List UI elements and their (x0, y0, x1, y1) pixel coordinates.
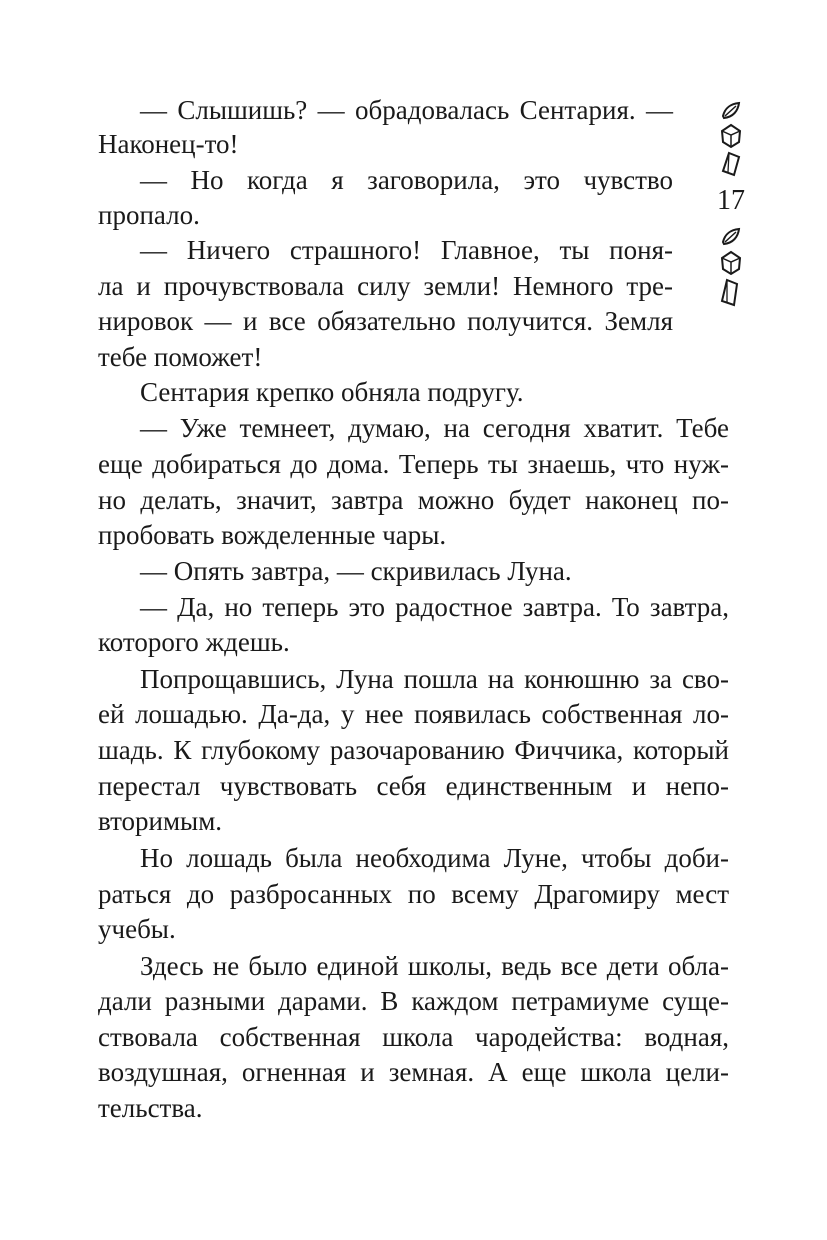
text-line: Сентария крепко обняла подругу. (140, 377, 524, 407)
round-gem-icon (719, 123, 743, 149)
leaf-gem-icon (720, 226, 742, 248)
text-line: Наконец-то! (98, 129, 239, 159)
text-line: — Уже темнеет, думаю, на сегодня хватит. Тебе (140, 413, 729, 443)
round-gem-icon (719, 250, 743, 276)
text-line: но делать, значит, завтра можно будет наконец по- (98, 485, 729, 515)
text-line: тебе поможет! (98, 342, 263, 372)
text-line: пропало. (98, 200, 200, 230)
text-line: шадь. К глубокому разочарованию Фиччика, который (98, 735, 729, 765)
text-line: вторимым. (98, 806, 223, 836)
text-line: еще добираться до дома. Теперь ты знаешь, что нуж- (98, 449, 729, 479)
text-line: которого ждешь. (98, 627, 290, 657)
text-line: воздушная, огненная и земная. А еще школа цели- (98, 1057, 729, 1087)
text-line: учебы. (98, 914, 176, 944)
text-line: перестал чувствовать себя единственным и непо- (98, 771, 729, 801)
text-line: пробовать вожделенные чары. (98, 520, 447, 550)
text-line: раться до разбросанных по всему Драгомиру мест (98, 879, 729, 909)
crystal-gem-icon (720, 151, 742, 177)
text-line: — Слышишь? — обрадовалась Сентария. — (140, 95, 673, 125)
text-line: — Опять завтра, — скривилась Луна. (140, 556, 572, 586)
text-line: ей лошадью. Да-да, у нее появилась собственная ло- (98, 699, 729, 729)
text-line: Здесь не было единой школы, ведь все дети обла- (140, 951, 729, 981)
text-line: — Да, но теперь это радостное завтра. То завтра, (140, 592, 729, 622)
text-line: нировок — и все обязательно получится. Земля (98, 306, 673, 336)
leaf-gem-icon (720, 100, 742, 122)
crystal-gem-icon (719, 278, 741, 308)
text-line: Но лошадь была необходима Луне, чтобы доби- (140, 843, 729, 873)
text-line: — Но когда я заговорила, это чувство (140, 165, 673, 195)
text-line: тельства. (98, 1093, 203, 1123)
text-line: — Ничего страшного! Главное, ты поня- (140, 235, 673, 265)
text-line: Попрощавшись, Луна пошла на конюшню за сво- (140, 664, 729, 694)
text-line: ла и прочувствовала силу земли! Немного тре- (98, 271, 673, 301)
text-line: ствовала собственная школа чародейства: водная, (98, 1022, 729, 1052)
page-number: 17 (717, 185, 745, 216)
text-line: дали разными дарами. В каждом петрамиуме суще- (98, 986, 729, 1016)
